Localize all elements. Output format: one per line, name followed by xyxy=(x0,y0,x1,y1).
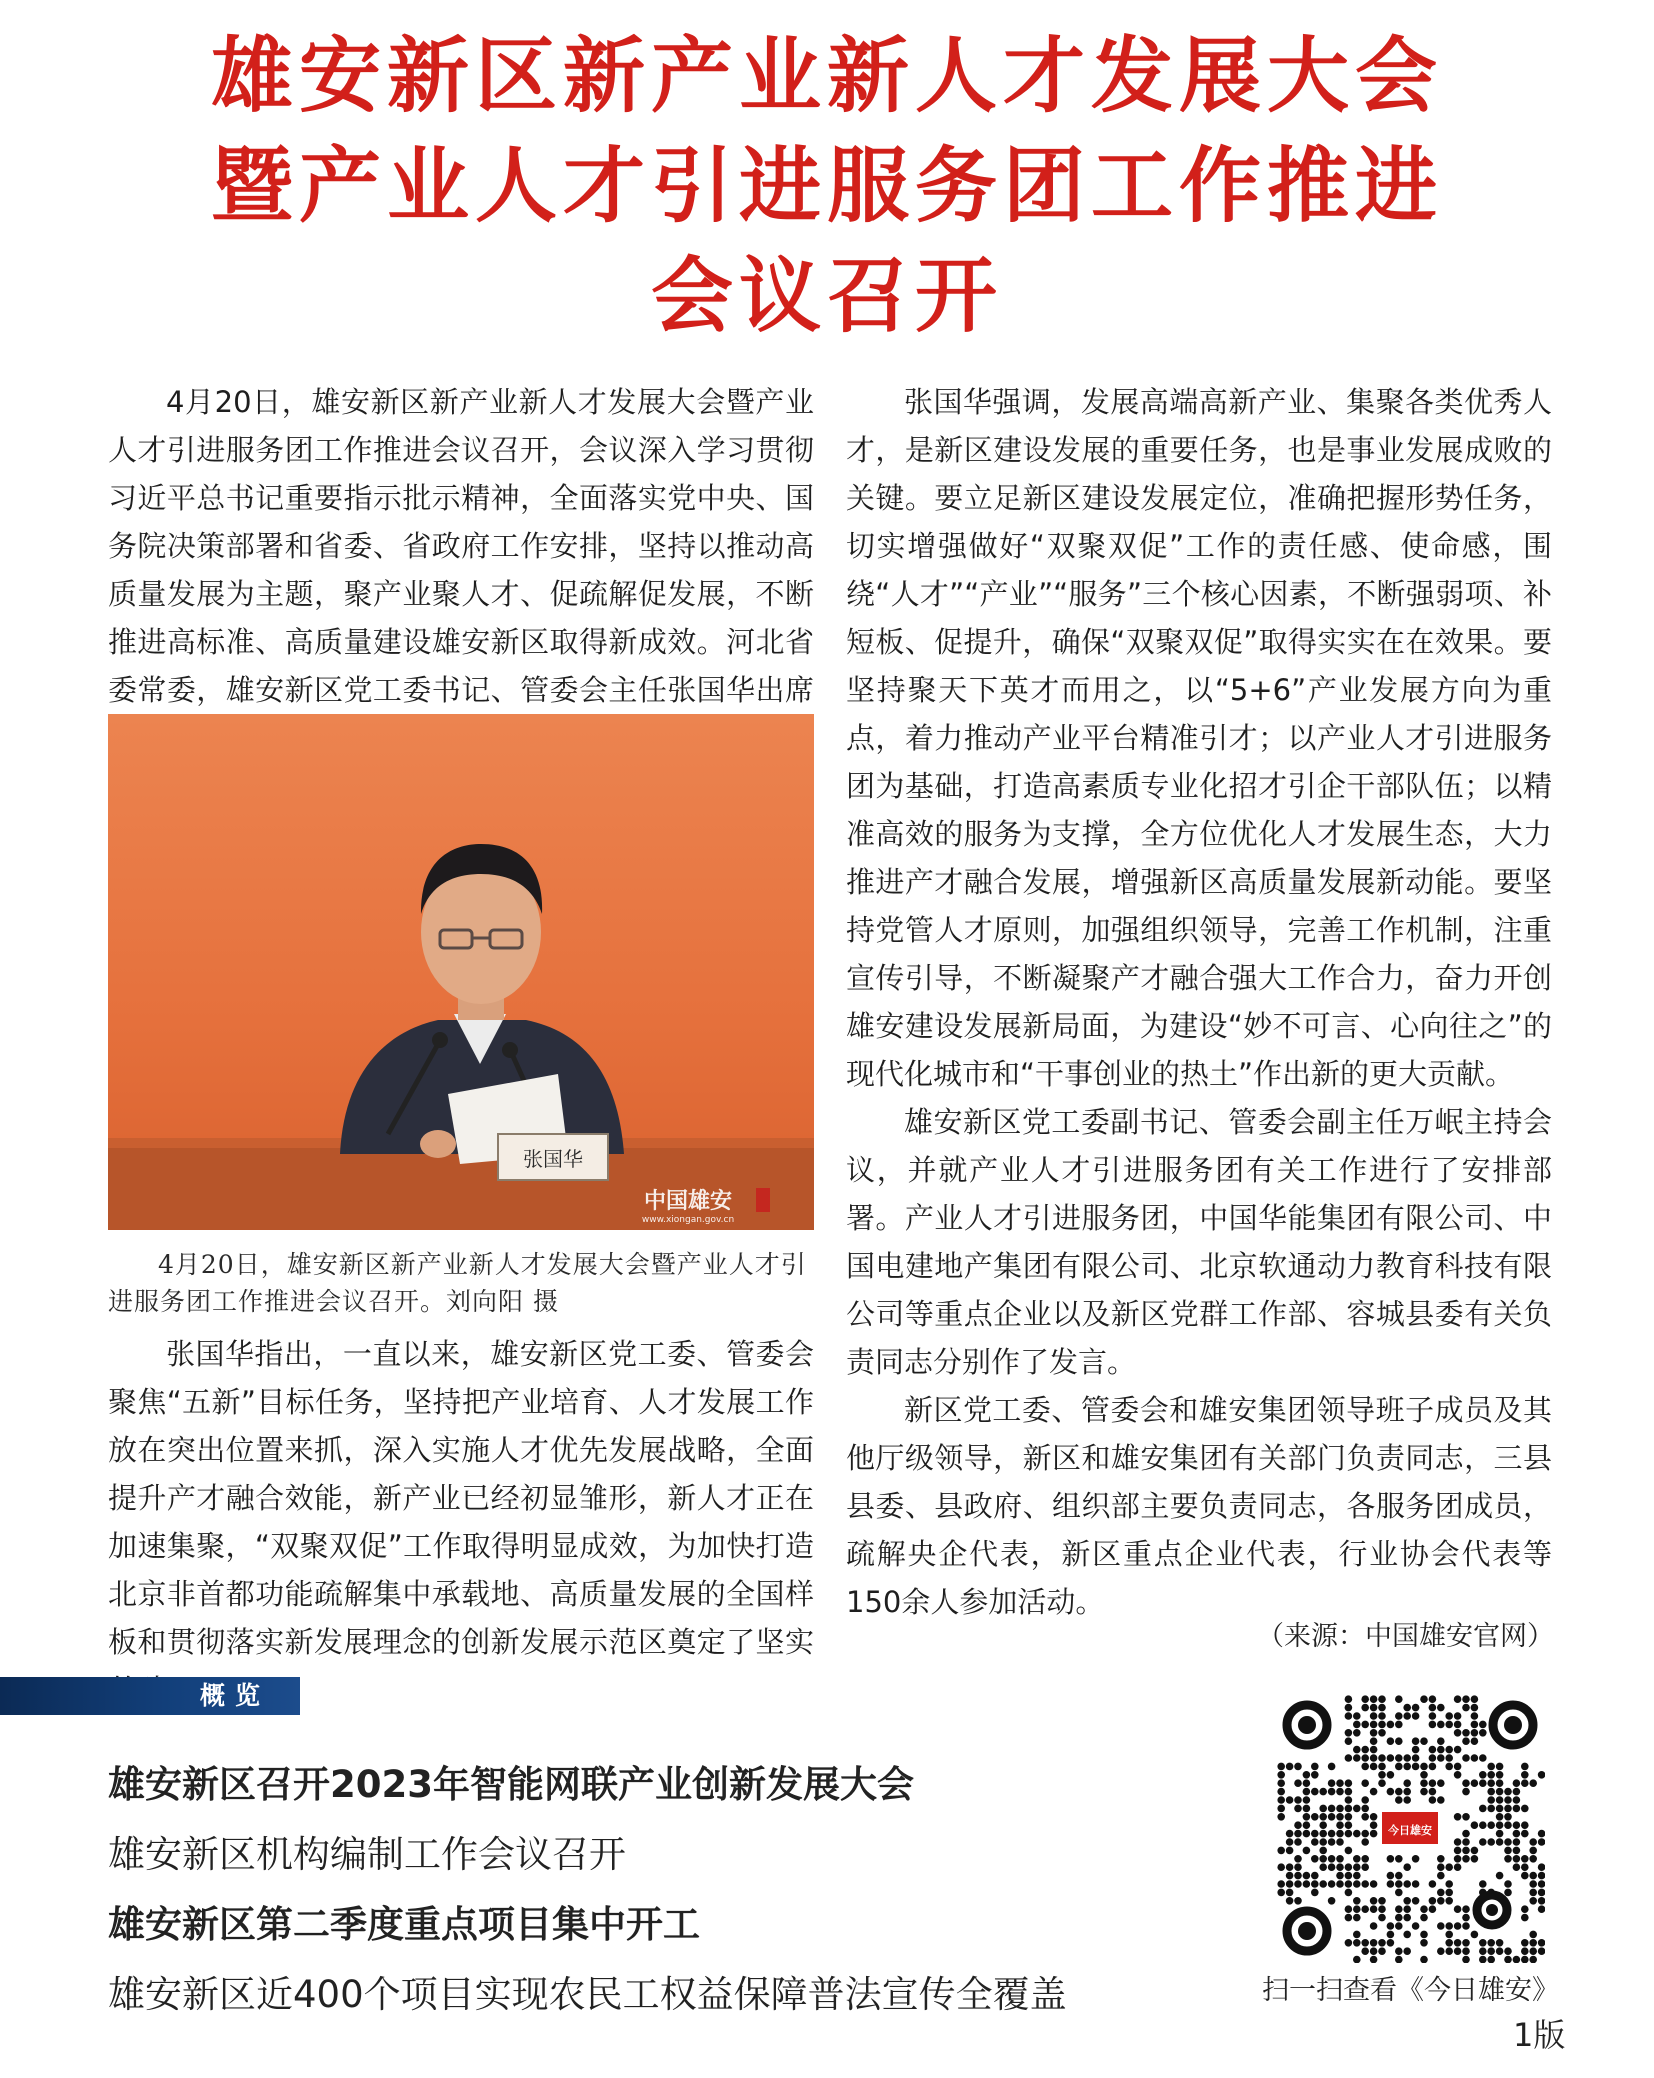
article-source: （来源：中国雄安官网） xyxy=(1257,1621,1554,1652)
nameplate-text: 张国华 xyxy=(523,1147,583,1171)
headline-line-1: 雄安新区新产业新人才发展大会 xyxy=(210,29,1443,124)
photo-caption: 4月20日，雄安新区新产业新人才发展大会暨产业人才引进服务团工作推进会议召开。刘向阳 摄 xyxy=(108,1250,807,1316)
article-paragraph-1: 4月20日，雄安新区新产业新人才发展大会暨产业人才引进服务团工作推进会议召开，会议深入学习贯彻习近平总书记重要指示批示精神，全面落实党中央、国务院决策部署和省委、省政府工作安排，坚持以推动高质量发展为主题，聚产业聚人才、促疏解促发展，不断推进高标准、高质量建设雄安新区取得新成效。河北省委常委，雄安新区党工委书记、管委会主任张国华出席 xyxy=(108,385,814,707)
article-column-left-bottom xyxy=(108,1330,814,1714)
qr-code-graphic xyxy=(1275,1693,1545,1963)
photo-watermark: 中国雄安 xyxy=(643,1188,733,1214)
qr-center-logo: 今日雄安 xyxy=(1388,1824,1432,1837)
page-number: 1版 xyxy=(1513,2016,1566,2054)
article-paragraph-3: 张国华强调，发展高端高新产业、集聚各类优秀人才，是新区建设发展的重要任务，也是事业发展成败的关键。要立足新区建设发展定位，准确把握形势任务，切实增强做好“双聚双促”工作的责任感、使命感，围绕“人才”“产业”“服务”三个核心因素，不断强弱项、补短板、促提升，确保“双聚双促”取得实实在在效果。要坚持聚天下英才而用之，以“5+6”产业发展方向为重点，着力推动产业平台精准引才；以产业人才引进服务团为基础，打造高素质专业化招才引企干部队伍；以精准高效的服务为支撑，全方位优化人才发展生态，大力推进产才融合发展，增强新区高质量发展新动能。要坚持党管人才原则，加强组织领导，完善工作机制，注重宣传引导，不断凝聚产才融合强大工作合力，奋力开创雄安建设发展新局面，为建设“妙不可言、心向往之”的现代化城市和“干事创业的热土”作出新的更大贡献。 xyxy=(846,385,1552,1091)
article-column-left-top xyxy=(108,378,814,762)
headline xyxy=(0,22,1654,352)
overview-label: 概览 xyxy=(200,1681,271,1710)
overview-item[interactable]: 雄安新区第二季度重点项目集中开工 xyxy=(108,1903,700,1946)
photo-watermark-url: www.xiongan.gov.cn xyxy=(641,1215,735,1225)
overview-item[interactable]: 雄安新区机构编制工作会议召开 xyxy=(108,1833,626,1876)
overview-item[interactable]: 雄安新区召开2023年智能网联产业创新发展大会 xyxy=(108,1763,914,1806)
article-paragraph-5: 新区党工委、管委会和雄安集团领导班子成员及其他厅级领导，新区和雄安集团有关部门负责同志，三县县委、县政府、组织部主要负责同志，各服务团成员，疏解央企代表，新区重点企业代表，行业协会代表等150余人参加活动。 xyxy=(846,1393,1552,1619)
overview-list xyxy=(108,1750,1067,2030)
qr-caption: 扫一扫查看《今日雄安》 xyxy=(1262,1975,1559,2006)
article-paragraph-2: 张国华指出，一直以来，雄安新区党工委、管委会聚焦“五新”目标任务，坚持把产业培育、人才发展工作放在突出位置来抓，深入实施人才优先发展战略，全面提升产才融合效能，新产业已经初显雏形，新人才正在加速集聚，“双聚双促”工作取得明显成效，为加快打造北京非首都功能疏解集中承载地、高质量发展的全国样板和贯彻落实新发展理念的创新发展示范区奠定了坚实 xyxy=(108,1337,814,1659)
article-column-right xyxy=(846,378,1552,1626)
article-paragraph-4: 雄安新区党工委副书记、管委会副主任万岷主持会议，并就产业人才引进服务团有关工作进行了安排部署。产业人才引进服务团，中国华能集团有限公司、中国电建地产集团有限公司、北京软通动力教育科技有限公司等重点企业以及新区党群工作部、容城县委有关负责同志分别作了发言。 xyxy=(846,1105,1552,1379)
headline-line-2: 暨产业人才引进服务团工作推进 xyxy=(210,139,1443,234)
headline-line-3: 会议召开 xyxy=(650,249,1003,344)
overview-section-bar xyxy=(0,1677,300,1715)
news-photo xyxy=(108,714,814,1230)
qr-code[interactable] xyxy=(1275,1693,1545,1963)
overview-item[interactable]: 雄安新区近400个项目实现农民工权益保障普法宣传全覆盖 xyxy=(108,1973,1067,2016)
speaker-photo-illustration xyxy=(108,714,814,1230)
